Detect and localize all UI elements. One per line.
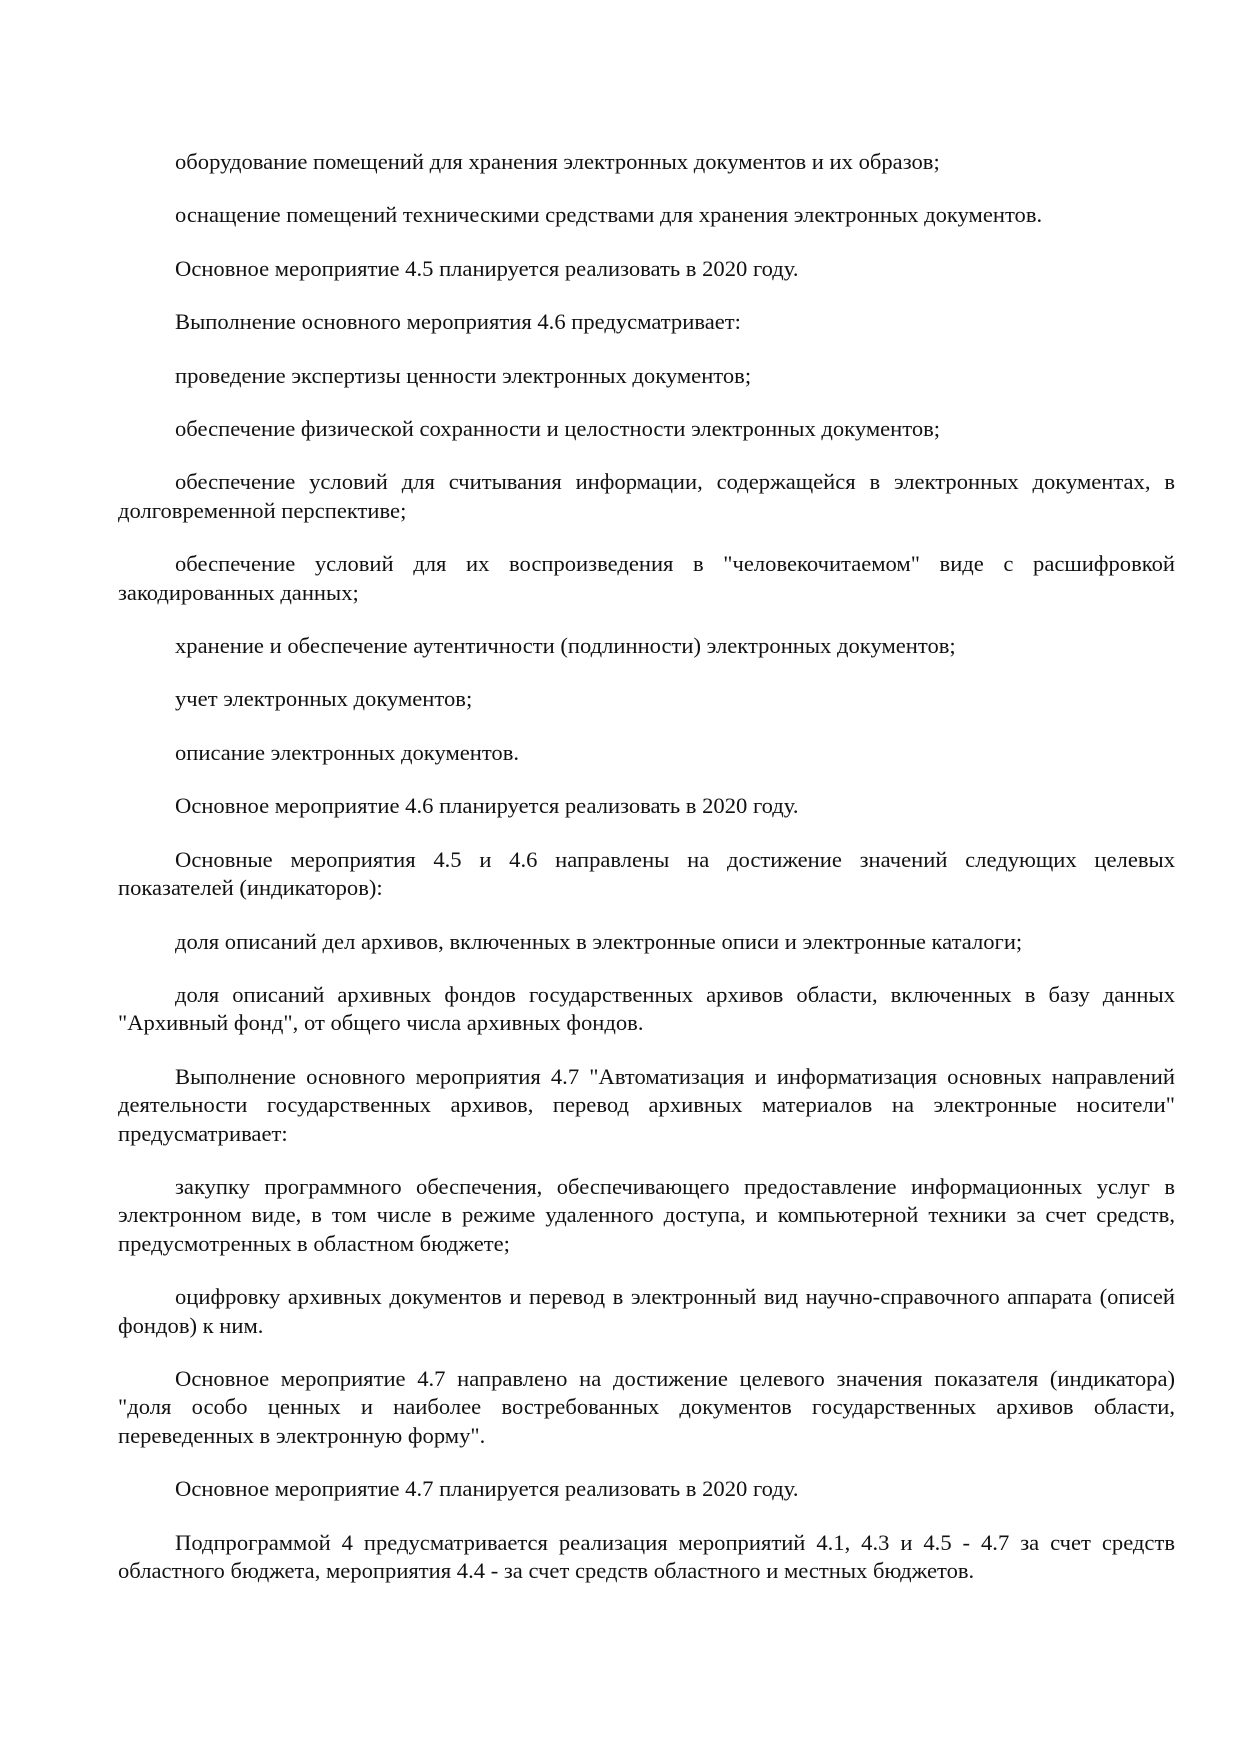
paragraph-21: Подпрограммой 4 предусматривается реализация мероприятий 4.1, 4.3 и 4.5 - 4.7 за счет средств областного бюджета, мероприятия 4.4 - за счет средств областного и местных бюджетов. bbox=[118, 1529, 1175, 1583]
paragraph-5: проведение экспертизы ценности электронных документов; bbox=[175, 362, 752, 388]
paragraph-18: оцифровку архивных документов и перевод в электронный вид научно-справочного аппарата (описей фондов) к ним. bbox=[118, 1284, 1175, 1338]
document-body bbox=[118, 148, 1175, 1610]
paragraph-20: Основное мероприятие 4.7 планируется реализовать в 2020 году. bbox=[175, 1476, 799, 1502]
paragraph-11: описание электронных документов. bbox=[175, 739, 520, 765]
paragraph-3: Основное мероприятие 4.5 планируется реализовать в 2020 году. bbox=[175, 255, 799, 281]
paragraph-9: хранение и обеспечение аутентичности (подлинности) электронных документов; bbox=[175, 633, 956, 659]
paragraph-4: Выполнение основного мероприятия 4.6 предусматривает: bbox=[175, 309, 741, 335]
paragraph-10: учет электронных документов; bbox=[175, 686, 473, 712]
paragraph-1: оборудование помещений для хранения электронных документов и их образов; bbox=[175, 149, 940, 174]
paragraph-12: Основное мероприятие 4.6 планируется реализовать в 2020 году. bbox=[175, 793, 799, 819]
paragraph-7: обеспечение условий для считывания информации, содержащейся в электронных документах, в долговременной перспективе; bbox=[118, 469, 1175, 523]
paragraph-17: закупку программного обеспечения, обеспечивающего предоставление информационных услуг в электронном виде, в том числе в режиме удаленного доступа, и компьютерной техники за счет средств, предусмотренных в областном бюджете; bbox=[118, 1173, 1175, 1256]
paragraph-6: обеспечение физической сохранности и целостности электронных документов; bbox=[175, 416, 941, 442]
paragraph-13: Основные мероприятия 4.5 и 4.6 направлены на достижение значений следующих целевых показателей (индикаторов): bbox=[118, 846, 1175, 901]
paragraph-2: оснащение помещений техническими средствами для хранения электронных документов. bbox=[175, 202, 1043, 228]
paragraph-15: доля описаний архивных фондов государственных архивов области, включенных в базу данных "Архивный фонд", от общего числа архивных фондов. bbox=[118, 981, 1175, 1036]
paragraph-16: Выполнение основного мероприятия 4.7 "Автоматизация и информатизация основных направлений деятельности государственных архивов, перевод архивных материалов на электронные носители" предусматривает: bbox=[118, 1063, 1175, 1146]
paragraph-14: доля описаний дел архивов, включенных в электронные описи и электронные каталоги; bbox=[175, 928, 1023, 954]
paragraph-19: Основное мероприятие 4.7 направлено на достижение целевого значения показателя (индикатора) "доля особо ценных и наиболее востребованных документов государственных архивов области, переведенных в электронную форму". bbox=[118, 1365, 1175, 1448]
paragraph-8: обеспечение условий для их воспроизведения в "человекочитаемом" виде с расшифровкой закодированных данных; bbox=[118, 551, 1175, 605]
